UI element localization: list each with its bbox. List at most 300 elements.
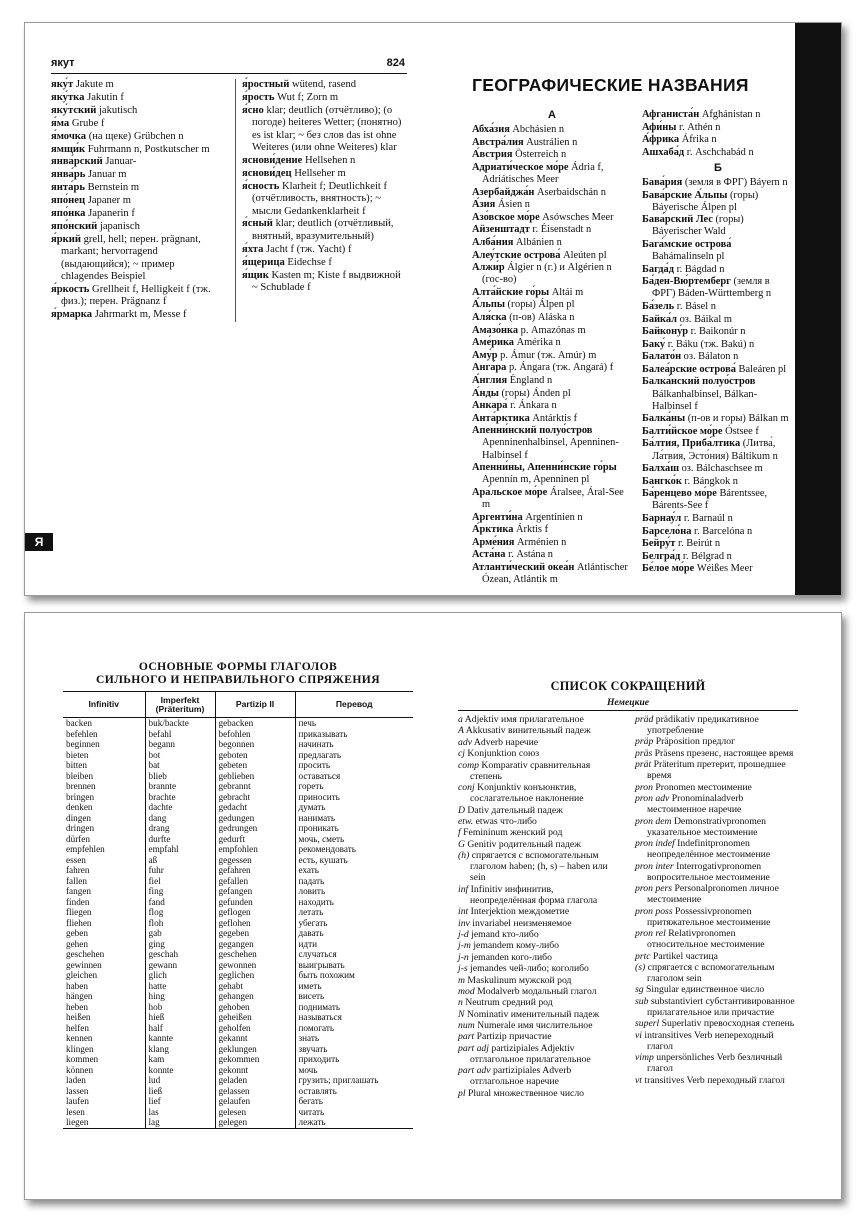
entry-translation: г. Beirút n: [675, 538, 721, 550]
abbreviation-entry: [635, 1075, 798, 1086]
abbreviation: N: [458, 1008, 465, 1020]
dictionary-entry: [642, 239, 794, 263]
headword: япо́нский: [51, 220, 98, 232]
cell-infinitiv: backen: [66, 718, 93, 728]
entry-translation: Hellsehen n: [302, 154, 356, 166]
abbreviations-subtitle: Немецкие: [606, 697, 650, 708]
cell-partizip: geflogen: [215, 907, 295, 918]
headword: яку́тка: [51, 91, 85, 103]
table-row: [63, 771, 413, 782]
cell-imperfekt: flog: [145, 907, 215, 918]
abbreviation: G: [458, 838, 465, 850]
dictionary-entry: [242, 257, 407, 269]
headword: Аму́р: [472, 349, 498, 361]
headword: я́щик: [242, 269, 269, 281]
cell-partizip: geheißen: [215, 1012, 295, 1023]
cell-translation: выигрывать: [295, 960, 413, 971]
cell-partizip: gebrannt: [215, 781, 295, 792]
cell-imperfekt: ging: [145, 939, 215, 950]
headword: яку́т: [51, 79, 74, 90]
abbreviation-meaning: Demonstrativpronomen указательное местоимение: [647, 815, 766, 838]
abbreviation-meaning: Superlativ превосходная степень: [659, 1018, 795, 1030]
cell-imperfekt: hing: [145, 991, 215, 1002]
dictionary-entry: [242, 92, 407, 104]
dictionary-entry: [642, 147, 794, 159]
cell-infinitiv: laden: [66, 1075, 86, 1085]
abbreviation-entry: [458, 1065, 621, 1087]
dictionary-entry: [642, 109, 794, 121]
headword: Алта́йские го́ры: [472, 286, 550, 298]
cell-partizip: gefahren: [215, 865, 295, 876]
dictionary-entry: [51, 234, 223, 284]
entry-translation: Bálkanhalbinsel, Bálkan-Halbinsel f: [652, 388, 758, 412]
cell-partizip: gekannt: [215, 1033, 295, 1044]
cell-imperfekt: befahl: [145, 729, 215, 740]
entry-translation: г. Bángkok n: [681, 475, 739, 487]
abbreviation: inv: [458, 917, 470, 929]
abbreviation-meaning: Maskulinum мужской род: [465, 974, 572, 986]
headword: Белгра́д: [642, 550, 681, 562]
dictionary-entry: [51, 221, 223, 233]
table-row: [63, 1033, 413, 1044]
entry-translation: р. Ámur (тж. Amúr) m: [497, 349, 597, 361]
abbreviation: vimp: [635, 1052, 654, 1064]
abbreviation-meaning: Numerale имя числительное: [474, 1020, 593, 1032]
dictionary-entry: [472, 287, 632, 299]
dictionary-columns: [51, 79, 407, 322]
abbreviation: A: [458, 725, 464, 737]
dictionary-entry: [642, 326, 794, 338]
abbreviation: m: [458, 974, 465, 986]
entry-translation: Altái m: [549, 286, 584, 298]
headword: Апенни́нский полуо́стров: [472, 425, 593, 437]
dictionary-entry: [642, 376, 794, 412]
entry-translation: Japanerin f: [85, 208, 135, 220]
cell-partizip: gebracht: [215, 792, 295, 803]
entry-translation: Atlántischer Ózean, Atlántik m: [482, 561, 628, 585]
table-row: [63, 855, 413, 866]
cell-imperfekt: glich: [145, 970, 215, 981]
abbreviation: j-s: [458, 963, 468, 975]
abbreviation-entry: [458, 782, 621, 804]
abbreviation-meaning: Pronominaladverb местоименное наречие: [647, 793, 744, 816]
entry-translation: Álgier n (г.) и Algérien n (гос-во): [482, 262, 612, 286]
abbreviation-meaning: Präsens презенс, настоящее время: [652, 747, 794, 759]
entry-translation: (п-ов и горы) Bálkan m: [685, 413, 789, 425]
entry-translation: (Литва́, Ла́твия, Эсто́ния) Báltikum n: [652, 438, 778, 462]
dictionary-entry: [242, 270, 407, 295]
cell-infinitiv: bieten: [66, 749, 89, 760]
cell-infinitiv: brennen: [66, 781, 96, 791]
dictionary-entry: [51, 156, 223, 168]
cell-infinitiv: fallen: [66, 875, 87, 886]
cell-translation: лежать: [295, 1117, 413, 1128]
dictionary-entry: [472, 299, 632, 311]
cell-infinitiv: gleichen: [66, 970, 98, 980]
dictionary-entry: [642, 214, 794, 238]
dictionary-entry: [472, 524, 632, 536]
cell-infinitiv: heißen: [66, 1012, 91, 1022]
entry-translation: Jahrmarkt m, Messe f: [92, 309, 187, 321]
dictionary-entry: [642, 476, 794, 488]
cell-translation: рекомендовать: [295, 844, 413, 855]
cell-imperfekt: konnte: [145, 1065, 215, 1076]
table-row: [63, 739, 413, 750]
abbreviation-meaning: Präposition предлог: [653, 736, 736, 748]
cell-partizip: gedrungen: [215, 823, 295, 834]
abbreviation-entry: [458, 1031, 621, 1042]
cell-infinitiv: haben: [66, 980, 88, 991]
table-row: [63, 1075, 413, 1086]
cell-imperfekt: half: [145, 1023, 215, 1034]
abbreviation-meaning: jemandes чей-либо; коголибо: [467, 963, 589, 975]
left-page-top: [51, 23, 407, 595]
entry-translation: (земля в ФРГ) Báyern n: [682, 176, 788, 188]
entry-translation: Klarheit f; Deutlichkeit f (отчётливость, внятность); ~ мысли Gedankenklarheit f: [252, 180, 388, 217]
abbreviation-meaning: invariabel неизменяемое: [469, 917, 572, 929]
headword: Балка́нский полуо́стров: [642, 376, 756, 388]
dictionary-column-2: [235, 79, 407, 322]
headword: Афи́ны: [642, 121, 677, 133]
headword: Алба́ния: [472, 236, 514, 248]
dictionary-entry: [472, 400, 632, 412]
dictionary-entry: [472, 212, 632, 224]
headword: Багда́д: [642, 263, 674, 275]
headword: я́ростный: [242, 79, 290, 90]
entry-translation: г. Éisenstadt n: [529, 224, 592, 236]
entry-translation: Apenninenhalbinsel, Apenninen-Halbinsel f: [482, 437, 619, 461]
abbreviation-entry: [635, 1030, 798, 1052]
cell-translation: мочь: [295, 1065, 413, 1076]
headword: Ба́ренцево мо́ре: [642, 488, 717, 500]
cell-partizip: gehabt: [215, 981, 295, 992]
abbreviation-meaning: Personalpronomen личное местоимение: [647, 883, 779, 906]
abbreviation-meaning: Plural множественное число: [465, 1087, 584, 1099]
dictionary-entry: [51, 195, 223, 207]
dictionary-entry: [51, 118, 223, 130]
cell-translation: поднимать: [295, 1002, 413, 1013]
cell-infinitiv: geschehen: [66, 949, 105, 959]
cell-translation: давать: [295, 928, 413, 939]
cell-translation: ловить: [295, 886, 413, 897]
entry-translation: klar; deutlich (отчётливо); (о погоде) heiteres Wetter; (понятно) es ist klar; ~ без слов das ist ohne Weiteres (или ohne Weiteres) klar: [252, 104, 402, 154]
abbreviation-entry: [458, 952, 621, 963]
entry-translation: г. Barnaúl n: [681, 513, 733, 524]
entry-translation: Arménien n: [514, 536, 567, 548]
abbreviation-entry: [458, 1009, 621, 1020]
entry-translation: р. Ángara (тж. Angará) f: [506, 362, 614, 374]
entry-translation: Bernstein m: [84, 182, 140, 194]
entry-translation: Áfrika n: [679, 134, 717, 146]
abbreviation: prät: [635, 759, 652, 771]
abbreviation-entry: [635, 962, 798, 984]
geo-column-1: [472, 109, 632, 587]
cell-partizip: gelesen: [215, 1107, 295, 1118]
dictionary-entry: [51, 169, 223, 181]
cell-infinitiv: kennen: [66, 1033, 93, 1043]
abbreviation-entry: [458, 906, 621, 917]
abbreviation-meaning: Femininum женский род: [460, 827, 563, 839]
table-row: [63, 813, 413, 824]
table-row: [63, 970, 413, 981]
cell-imperfekt: drang: [145, 823, 215, 834]
cell-imperfekt: hob: [145, 1002, 215, 1013]
cell-partizip: gebacken: [215, 718, 295, 729]
entry-translation: Grube f: [69, 117, 105, 129]
cell-translation: убегать: [295, 918, 413, 929]
table-row: [63, 792, 413, 803]
abbreviation: D: [458, 804, 465, 816]
cell-partizip: gegessen: [215, 855, 295, 866]
dictionary-entry: [242, 244, 407, 256]
header-imperfekt: Imperfekt (Präteritum): [145, 692, 215, 718]
table-row: [63, 960, 413, 971]
geo-entries-2b: [642, 177, 794, 576]
abbreviation-entry: [458, 839, 621, 850]
abbreviation-entry: [635, 759, 798, 781]
headword: я́сный: [242, 218, 273, 230]
running-head: [51, 57, 407, 73]
headword: я́ркость: [51, 284, 90, 295]
headword: Аля́ска: [472, 312, 507, 323]
abbreviation-entry: [635, 736, 798, 747]
abbreviation-entry: [635, 928, 798, 950]
dictionary-entry: [472, 375, 632, 387]
cell-imperfekt: hieß: [145, 1012, 215, 1023]
headword: Бе́лое мо́ре: [642, 563, 695, 575]
entry-translation: japanisch: [97, 220, 140, 232]
dictionary-entry: [51, 105, 223, 117]
cell-translation: летать: [295, 907, 413, 918]
cell-imperfekt: brachte: [145, 792, 215, 803]
dictionary-entry: [51, 79, 223, 91]
dictionary-entry: [51, 131, 223, 143]
abbreviation: etw.: [458, 815, 474, 827]
abbreviation-meaning: Modalverb модальный глагол: [474, 985, 597, 997]
table-row: [63, 1002, 413, 1013]
cell-translation: называться: [295, 1012, 413, 1023]
abbreviation: (h): [458, 850, 470, 862]
cell-partizip: geblieben: [215, 771, 295, 782]
dictionary-entry: [472, 124, 632, 136]
abbreviation-meaning: intransitives Verb непереходный глагол: [642, 1029, 774, 1052]
table-row: [63, 865, 413, 876]
cell-partizip: gelassen: [215, 1086, 295, 1097]
headword: я́рость: [242, 91, 275, 103]
cell-partizip: begonnen: [215, 739, 295, 750]
entry-translation: (на щеке) Grübchen n: [86, 130, 184, 142]
abbreviation-entry: [458, 850, 621, 883]
dictionary-entry: [472, 462, 632, 486]
headword: Балха́ш: [642, 463, 680, 475]
entry-translation: jakutisch: [96, 104, 138, 116]
entry-translation: Aserbaidschán n: [534, 186, 606, 198]
headword: Анга́ра: [472, 362, 507, 374]
cell-infinitiv: befehlen: [66, 728, 98, 739]
headword: япо́нец: [51, 195, 86, 207]
table-row: [63, 886, 413, 897]
cell-imperfekt: ließ: [145, 1086, 215, 1097]
cell-infinitiv: fliegen: [66, 907, 92, 917]
abbreviation-meaning: unpersönliches Verb безличный глагол: [647, 1052, 783, 1075]
entry-translation: Antárktis f: [529, 412, 578, 424]
headword: Бава́рский Лес: [642, 214, 713, 226]
headword: Баку́: [642, 338, 666, 350]
geo-columns: [472, 109, 794, 587]
headword: Ба́зель: [642, 300, 675, 312]
cell-infinitiv: finden: [66, 896, 90, 907]
headword: Азо́вское мо́ре: [472, 211, 540, 223]
abbreviation-entry: [458, 997, 621, 1008]
headword: Аста́на: [472, 549, 506, 561]
letter-heading-a: А: [548, 109, 556, 121]
abbreviation: pron inter: [635, 860, 674, 872]
dictionary-entry: [472, 162, 632, 186]
dictionary-entry: [472, 562, 632, 586]
abbreviation-meaning: Akkusativ винительный падеж: [463, 725, 591, 737]
abbreviation: inf: [458, 883, 469, 895]
abbreviation: vi: [635, 1029, 642, 1041]
cell-infinitiv: bleiben: [66, 770, 94, 781]
table-row: [63, 760, 413, 771]
dictionary-entry: [472, 224, 632, 236]
cell-imperfekt: dang: [145, 813, 215, 824]
dictionary-entry: [472, 388, 632, 400]
cell-imperfekt: aß: [145, 855, 215, 866]
headword: Ара́льское мо́ре: [472, 486, 548, 498]
cell-translation: звучать: [295, 1044, 413, 1055]
entry-translation: Árktis f: [513, 524, 549, 536]
abbreviation-meaning: Genitiv родительный падеж: [465, 838, 581, 850]
thumb-index-tab: Я: [25, 533, 53, 551]
abbreviation-entry: [458, 986, 621, 997]
headword: Бейру́т: [642, 538, 676, 550]
abbreviation-meaning: jemand кто-либо: [468, 928, 539, 940]
headword: А́нды: [472, 387, 499, 399]
table-row: [63, 918, 413, 929]
dictionary-entry: [51, 144, 223, 156]
abbreviation: sg: [635, 984, 644, 996]
dictionary-spread-bottom: [24, 612, 842, 1200]
cell-partizip: gehangen: [215, 991, 295, 1002]
headword: янта́рь: [51, 182, 85, 194]
cell-translation: быть похожим: [295, 970, 413, 981]
abbreviation-entry: [635, 816, 798, 838]
abbreviation: cj: [458, 748, 465, 760]
abbreviation-entry: [635, 838, 798, 860]
abbreviation-entry: [635, 984, 798, 995]
dictionary-entry: [472, 237, 632, 249]
dictionary-entry: [472, 149, 632, 161]
dictionary-entry: [472, 250, 632, 262]
dictionary-entry: [51, 284, 223, 309]
cell-imperfekt: fuhr: [145, 865, 215, 876]
abbreviation-entry: [635, 782, 798, 793]
cell-imperfekt: fiel: [145, 876, 215, 887]
abbreviation-meaning: Neutrum средний род: [462, 997, 553, 1009]
headword: Барнау́л: [642, 513, 682, 524]
abbreviation-meaning: etwas что-либо: [473, 815, 537, 827]
dictionary-entry: [472, 337, 632, 349]
abbreviation-entry: [635, 714, 798, 736]
dictionary-entry: [472, 262, 632, 286]
abbreviation-meaning: Indefinitpronomen неопределённое местоимение: [647, 838, 771, 861]
entry-translation: оз. Bálchaschsee m: [679, 463, 763, 475]
cell-translation: проникать: [295, 823, 413, 834]
abbreviation-entry: [458, 714, 621, 725]
headword: Айзенштадт: [472, 224, 530, 236]
entry-translation: Óstsee f: [722, 425, 759, 437]
headword: Бангко́к: [642, 475, 682, 487]
page-edge-bar: [795, 23, 841, 595]
table-row: [63, 949, 413, 960]
dictionary-entry: [242, 218, 407, 243]
headword: Австра́лия: [472, 136, 524, 148]
abbreviation-meaning: Singular единственное число: [643, 984, 765, 996]
dictionary-entry: [642, 134, 794, 146]
table-row: [63, 1023, 413, 1034]
headword: Бага́мские острова́: [642, 238, 732, 250]
headword: Байка́л: [642, 313, 677, 325]
abbreviation-entry: [635, 793, 798, 815]
abbreviation-meaning: Possessivpronomen притяжательное местоимение: [647, 905, 771, 928]
table-row: [63, 718, 413, 729]
cell-partizip: befohlen: [215, 729, 295, 740]
cell-imperfekt: floh: [145, 918, 215, 929]
abbreviation-entry: [458, 963, 621, 974]
dictionary-entry: [642, 339, 794, 351]
abbreviation: (s): [635, 961, 646, 973]
table-row: [63, 1012, 413, 1023]
headword: Апенни́ны, Апенни́нские го́ры: [472, 462, 617, 474]
headword: Адриати́ческое мо́ре: [472, 161, 569, 173]
headword: А́льпы: [472, 299, 505, 311]
abbreviations-columns: [458, 714, 798, 1099]
table-row: [63, 781, 413, 792]
cell-partizip: gelegen: [215, 1117, 295, 1128]
abbreviation: pron indef: [635, 838, 675, 850]
entry-translation: Fuhrmann n, Postkutscher m: [85, 143, 210, 155]
dictionary-column-1: [51, 79, 223, 322]
cell-translation: просить: [295, 760, 413, 771]
cell-translation: читать: [295, 1107, 413, 1118]
headword: Азербайджа́н: [472, 186, 535, 198]
table-row: [63, 1065, 413, 1076]
abbreviation-meaning: partizipiales Adverb отглагольное наречие: [470, 1065, 572, 1088]
headword: я́рмарка: [51, 309, 93, 321]
abbreviation-meaning: Nominativ именительный падеж: [464, 1008, 600, 1020]
cell-imperfekt: hatte: [145, 981, 215, 992]
abbreviation-entry: [458, 1020, 621, 1031]
dictionary-spread-top: [24, 22, 842, 596]
abbreviation: conj: [458, 782, 475, 794]
entry-translation: Kasten m; Kiste f выдвижной ~ Schublade f: [252, 269, 401, 293]
verbs-table: [63, 691, 413, 1129]
verbs-title-line-1: ОСНОВНЫЕ ФОРМЫ ГЛАГОЛОВ: [138, 660, 338, 673]
headword: я́щерица: [242, 256, 285, 268]
cell-translation: бегать: [295, 1096, 413, 1107]
table-row: [63, 981, 413, 992]
dictionary-entry: [472, 350, 632, 362]
dictionary-entry: [642, 463, 794, 475]
geo-names-title: ГЕОГРАФИЧЕСКИЕ НАЗВАНИЯ: [472, 75, 749, 95]
abbreviation: j-d: [458, 928, 469, 940]
dictionary-entry: [642, 526, 794, 538]
abbreviation-meaning: Interjektion междометие: [468, 906, 570, 918]
left-page-bottom: [63, 613, 413, 1199]
entry-translation: г. Astána n: [505, 549, 553, 561]
entry-translation: Austrálien n: [523, 136, 578, 148]
